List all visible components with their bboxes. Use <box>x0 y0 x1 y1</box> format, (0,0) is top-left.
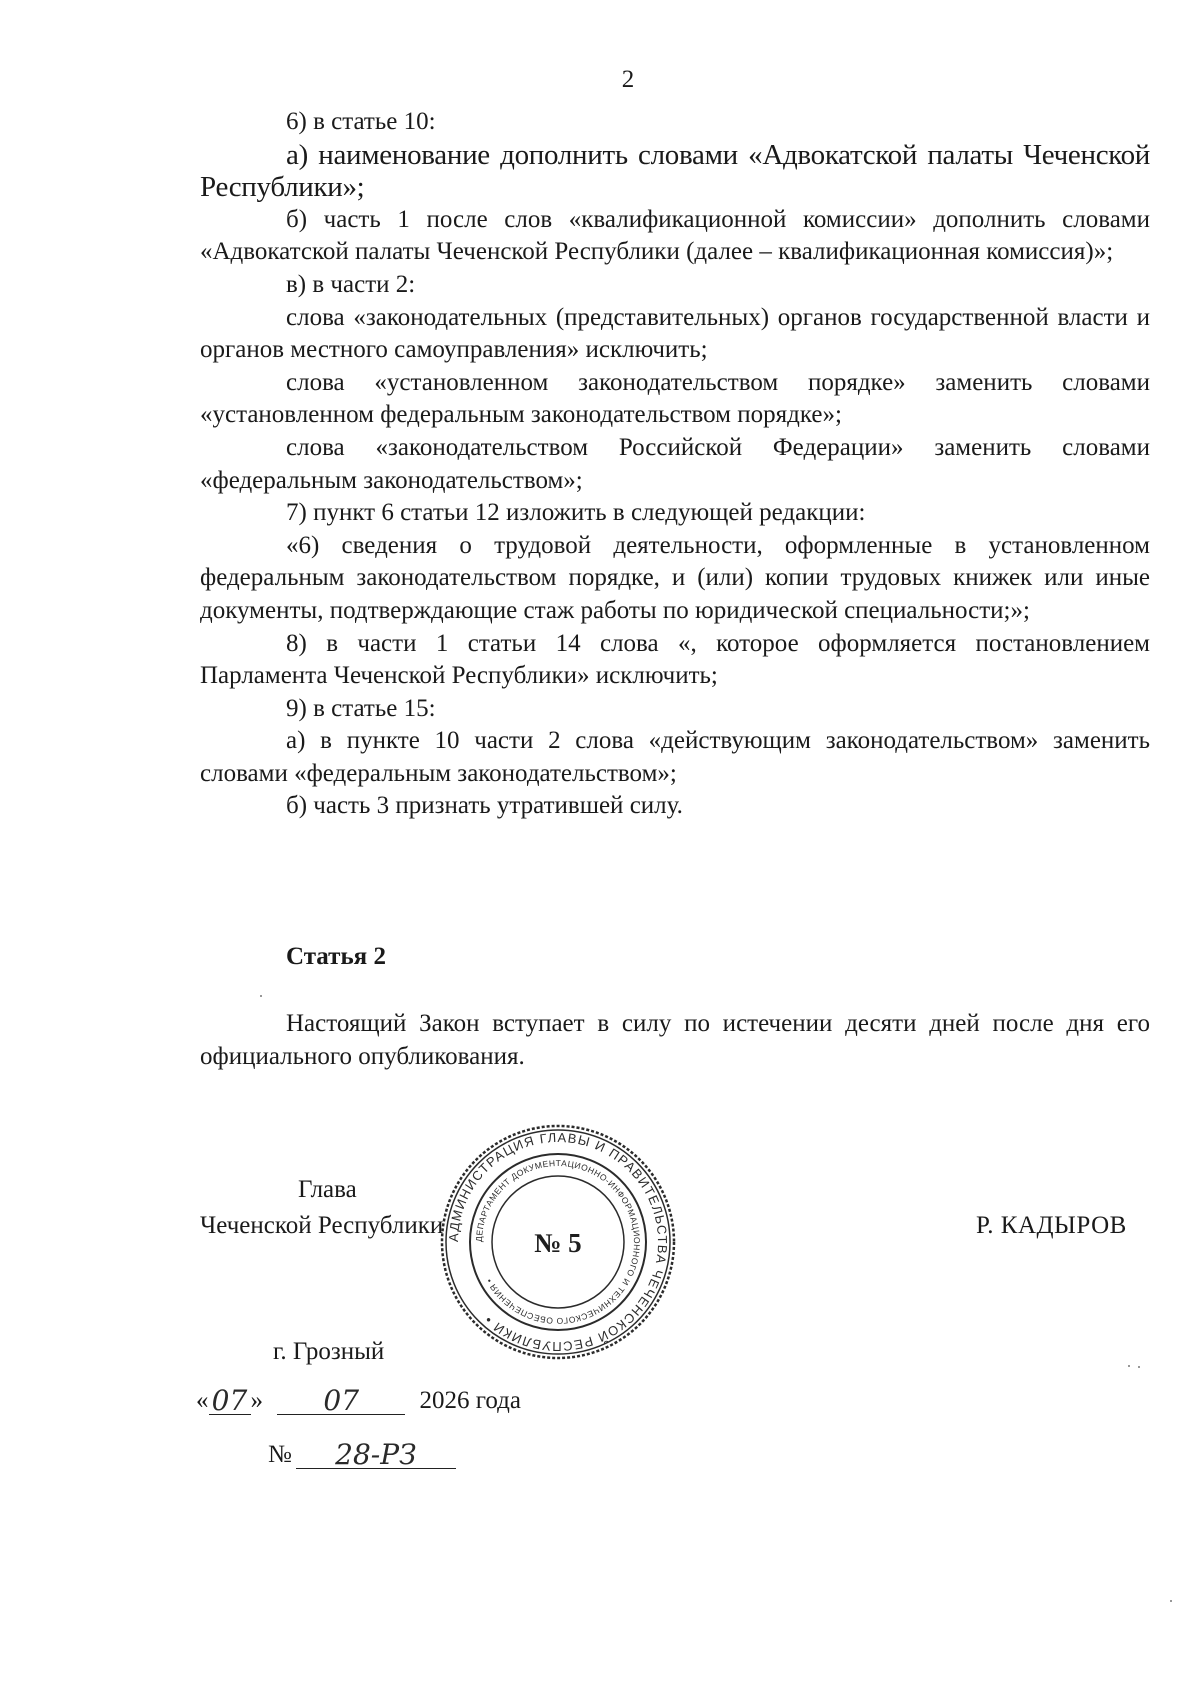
seal-number: № 5 <box>534 1228 582 1258</box>
date-year-text: 2026 года <box>419 1387 521 1414</box>
paragraph: 7) пункт 6 статьи 12 изложить в следующей редакции: <box>286 499 866 527</box>
scan-speck <box>1128 1365 1130 1367</box>
place-of-signing: г. Грозный <box>273 1338 385 1365</box>
date-day: 07 <box>209 1384 251 1415</box>
paragraph: слова «установленном законодательством порядке» заменить словами «установленном федеральным законодательством порядке»; <box>200 368 1150 429</box>
amendments-body <box>200 106 1150 823</box>
date-month: 07 <box>277 1384 405 1415</box>
paragraph: Настоящий Закон вступает в силу по истечении десяти дней после дня его официального опубликования. <box>200 1010 1150 1070</box>
paragraph: 8) в части 1 статьи 14 слова «, которое оформляется постановлением Парламента Чеченской Республики» исключить; <box>200 629 1150 690</box>
signing-date <box>196 1384 596 1424</box>
seal-inner-text: ДЕПАРТАМЕНТ ДОКУМЕНТАЦИОННО-ИНФОРМАЦИОННОГО И ТЕХНИЧЕСКОГО ОБЕСПЕЧЕНИЯ • <box>473 1157 643 1327</box>
law-number <box>268 1438 568 1478</box>
law-number-value: 28-РЗ <box>296 1438 456 1469</box>
paragraph: «6) сведения о трудовой деятельности, оформленные в установленном федеральным законодательством порядке, и (или) копии трудовых книжек или иные документы, подтверждающие стаж работы по юридической специальности;»; <box>200 531 1150 624</box>
paragraph: б) часть 3 признать утратившей силу. <box>286 792 683 820</box>
number-sign: № <box>268 1441 292 1468</box>
seal-outer-text: АДМИНИСТРАЦИЯ ГЛАВЫ И ПРАВИТЕЛЬСТВА ЧЕЧЕНСКОЙ РЕСПУБЛИКИ • <box>445 1129 671 1355</box>
paragraph: б) часть 1 после слов «квалификационной комиссии» дополнить словами «Адвокатской палаты Чеченской Республики (далее – квалификационная комиссия)»; <box>200 205 1150 266</box>
scan-speck <box>1170 1600 1172 1602</box>
date-open-quote: « <box>196 1387 209 1414</box>
article-body <box>200 1008 1150 1073</box>
signatory-name: Р. КАДЫРОВ <box>976 1212 1127 1239</box>
paragraph: слова «законодательством Российской Федерации» заменить словами «федеральным законодательством»; <box>200 433 1150 494</box>
paragraph: а) наименование дополнить словами «Адвокатской палаты Чеченской Республики»; <box>200 138 1150 204</box>
paragraph: слова «законодательных (представительных) органов государственной власти и органов местного самоуправления» исключить; <box>200 303 1150 364</box>
official-seal <box>438 1122 678 1362</box>
date-close-quote: » <box>250 1387 263 1414</box>
article-heading: Статья 2 <box>286 943 386 970</box>
scan-speck <box>260 995 262 997</box>
paragraph: в) в части 2: <box>286 270 416 298</box>
scan-speck <box>1138 1366 1140 1368</box>
signatory-title-line1: Глава <box>298 1176 357 1203</box>
paragraph: 6) в статье 10: <box>286 108 436 135</box>
signatory-title-line2: Чеченской Республики <box>200 1212 444 1239</box>
paragraph: а) в пункте 10 части 2 слова «действующим законодательством» заменить словами «федеральным законодательством»; <box>200 727 1150 787</box>
page-number: 2 <box>621 66 635 93</box>
paragraph: 9) в статье 15: <box>286 694 436 722</box>
